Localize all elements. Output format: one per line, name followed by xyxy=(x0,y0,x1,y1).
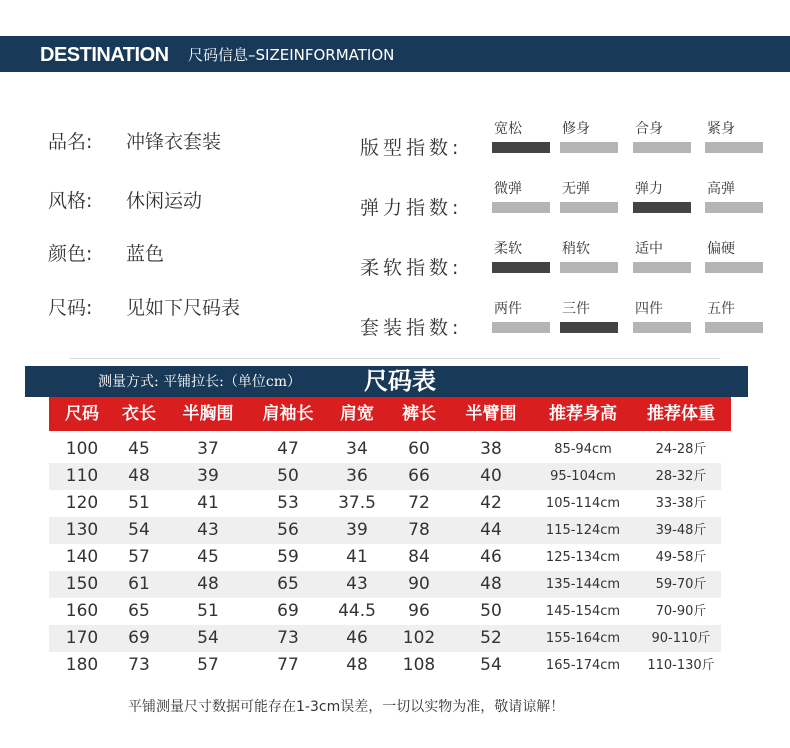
divider xyxy=(70,358,720,359)
index-bar xyxy=(705,262,763,273)
table-cell: 51 xyxy=(197,601,219,621)
index-option-label: 合身 xyxy=(635,121,663,137)
table-cell: 46 xyxy=(480,547,502,567)
index-option-label: 宽松 xyxy=(494,121,522,137)
index-option xyxy=(492,180,550,213)
table-cell: 50 xyxy=(277,466,299,486)
table-cell: 69 xyxy=(128,628,150,648)
table-header-cell: 半臂围 xyxy=(465,404,517,424)
table-header-cell: 推荐身高 xyxy=(549,404,617,424)
info-value: 蓝色 xyxy=(126,243,165,265)
info-value: 见如下尺码表 xyxy=(126,297,241,319)
index-option-label: 无弹 xyxy=(562,181,590,197)
index-option-label: 紧身 xyxy=(707,121,735,137)
table-cell: 125-134cm xyxy=(545,550,621,565)
table-cell: 37 xyxy=(197,439,219,459)
table-cell: 90-110斤 xyxy=(651,631,711,646)
table-cell: 34 xyxy=(346,439,368,459)
table-cell: 37.5 xyxy=(338,493,376,513)
table-cell: 44.5 xyxy=(338,601,376,621)
index-bar xyxy=(633,142,691,153)
table-header-cell: 推荐体重 xyxy=(647,404,715,424)
table-cell: 50 xyxy=(480,601,502,621)
table-cell: 105-114cm xyxy=(545,496,621,511)
table-cell: 43 xyxy=(346,574,368,594)
index-bar xyxy=(560,202,618,213)
table-cell: 61 xyxy=(128,574,150,594)
index-option-label: 稍软 xyxy=(562,241,590,257)
index-option xyxy=(560,240,618,273)
table-cell: 33-38斤 xyxy=(655,496,707,511)
table-cell: 51 xyxy=(128,493,150,513)
table-cell: 95-104cm xyxy=(550,469,616,484)
table-header-cell: 半胸围 xyxy=(182,404,234,424)
table-title: 尺码表 xyxy=(364,367,436,395)
table-cell: 42 xyxy=(480,493,502,513)
index-option-label: 偏硬 xyxy=(707,241,735,257)
table-cell: 85-94cm xyxy=(554,442,612,457)
table-cell: 180 xyxy=(65,655,99,675)
table-cell: 59 xyxy=(277,547,299,567)
table-cell: 38 xyxy=(480,439,502,459)
table-cell: 57 xyxy=(128,547,150,567)
table-cell: 53 xyxy=(277,493,299,513)
table-header-cell: 裤长 xyxy=(402,404,436,424)
index-option xyxy=(633,300,691,333)
index-option xyxy=(492,120,550,153)
index-option-label: 柔软 xyxy=(494,241,522,257)
index-option xyxy=(560,300,618,333)
index-option-label: 微弹 xyxy=(494,181,522,197)
table-cell: 47 xyxy=(277,439,299,459)
table-header-cell: 衣长 xyxy=(122,404,156,424)
table-header-cell: 肩宽 xyxy=(340,404,374,424)
table-cell: 48 xyxy=(197,574,219,594)
index-bar-selected xyxy=(492,262,550,273)
index-bar xyxy=(560,262,618,273)
table-cell: 165-174cm xyxy=(545,658,621,673)
index-option xyxy=(705,300,763,333)
table-cell: 54 xyxy=(197,628,219,648)
table-cell: 48 xyxy=(346,655,368,675)
info-label: 风格: xyxy=(48,190,93,212)
index-bar xyxy=(705,142,763,153)
table-cell: 60 xyxy=(408,439,430,459)
table-cell: 110-130斤 xyxy=(647,658,715,673)
index-option-label: 五件 xyxy=(707,301,735,317)
index-bar xyxy=(633,322,691,333)
table-cell: 170 xyxy=(65,628,99,648)
table-cell: 73 xyxy=(128,655,150,675)
measure-method: 测量方式: 平铺拉长:（单位cm） xyxy=(98,374,301,390)
table-cell: 130 xyxy=(65,520,99,540)
table-cell: 108 xyxy=(402,655,436,675)
table-cell: 48 xyxy=(128,466,150,486)
index-bar xyxy=(492,322,550,333)
table-cell: 65 xyxy=(128,601,150,621)
table-cell: 78 xyxy=(408,520,430,540)
info-label: 尺码: xyxy=(48,297,93,319)
table-cell: 72 xyxy=(408,493,430,513)
table-cell: 110 xyxy=(65,466,99,486)
table-cell: 41 xyxy=(346,547,368,567)
info-value: 休闲运动 xyxy=(126,190,203,212)
table-cell: 102 xyxy=(402,628,436,648)
index-option-label: 三件 xyxy=(562,301,590,317)
table-cell: 140 xyxy=(65,547,99,567)
table-cell: 39-48斤 xyxy=(655,523,707,538)
table-cell: 36 xyxy=(346,466,368,486)
table-cell: 46 xyxy=(346,628,368,648)
table-cell: 66 xyxy=(408,466,430,486)
table-header-cell: 肩袖长 xyxy=(262,404,314,424)
table-cell: 57 xyxy=(197,655,219,675)
table-cell: 39 xyxy=(197,466,219,486)
table-cell: 69 xyxy=(277,601,299,621)
index-label: 套装指数: xyxy=(360,317,463,339)
table-cell: 84 xyxy=(408,547,430,567)
table-cell: 54 xyxy=(128,520,150,540)
table-cell: 28-32斤 xyxy=(655,469,707,484)
table-cell: 44 xyxy=(480,520,502,540)
table-cell: 59-70斤 xyxy=(655,577,707,592)
table-cell: 56 xyxy=(277,520,299,540)
table-cell: 100 xyxy=(65,439,99,459)
index-option xyxy=(492,300,550,333)
index-option xyxy=(705,180,763,213)
index-bar-selected xyxy=(492,142,550,153)
info-product-name xyxy=(48,130,221,154)
table-cell: 155-164cm xyxy=(545,631,621,646)
info-size xyxy=(48,296,240,320)
index-option-label: 高弹 xyxy=(707,181,735,197)
table-cell: 49-58斤 xyxy=(655,550,707,565)
info-label: 颜色: xyxy=(48,243,93,265)
table-cell: 39 xyxy=(346,520,368,540)
table-cell: 48 xyxy=(480,574,502,594)
table-cell: 77 xyxy=(277,655,299,675)
table-header-cell: 尺码 xyxy=(65,404,99,424)
table-cell: 45 xyxy=(128,439,150,459)
index-option xyxy=(633,240,691,273)
footnote: 平铺测量尺寸数据可能存在1-3cm误差，一切以实物为准，敬请谅解！ xyxy=(128,699,565,715)
table-cell: 90 xyxy=(408,574,430,594)
index-bar-selected xyxy=(633,202,691,213)
index-option xyxy=(705,120,763,153)
table-cell: 115-124cm xyxy=(545,523,621,538)
index-label: 柔软指数: xyxy=(360,257,463,279)
index-option-label: 适中 xyxy=(635,241,663,257)
index-bar xyxy=(705,202,763,213)
table-cell: 120 xyxy=(65,493,99,513)
table-cell: 70-90斤 xyxy=(655,604,707,619)
table-cell: 43 xyxy=(197,520,219,540)
table-cell: 150 xyxy=(65,574,99,594)
table-cell: 65 xyxy=(277,574,299,594)
table-cell: 160 xyxy=(65,601,99,621)
index-label: 弹力指数: xyxy=(360,197,463,219)
table-cell: 135-144cm xyxy=(545,577,621,592)
index-bar-selected xyxy=(560,322,618,333)
index-option xyxy=(560,180,618,213)
table-cell: 145-154cm xyxy=(545,604,621,619)
table-cell: 96 xyxy=(408,601,430,621)
header-subtitle: 尺码信息–SIZEINFORMATION xyxy=(188,46,395,64)
info-style xyxy=(48,189,202,213)
index-option xyxy=(492,240,550,273)
index-option xyxy=(633,180,691,213)
table-cell: 24-28斤 xyxy=(655,442,707,457)
info-color xyxy=(48,242,164,266)
table-cell: 41 xyxy=(197,493,219,513)
index-option-label: 弹力 xyxy=(635,181,663,197)
index-option xyxy=(560,120,618,153)
index-option-label: 修身 xyxy=(562,121,590,137)
header-title: DESTINATION xyxy=(40,44,169,66)
index-bar xyxy=(705,322,763,333)
index-bar xyxy=(492,202,550,213)
info-value: 冲锋衣套装 xyxy=(126,131,222,153)
index-bar xyxy=(560,142,618,153)
index-option-label: 两件 xyxy=(494,301,522,317)
table-cell: 52 xyxy=(480,628,502,648)
table-cell: 40 xyxy=(480,466,502,486)
table-cell: 45 xyxy=(197,547,219,567)
info-label: 品名: xyxy=(48,131,93,153)
index-label: 版型指数: xyxy=(360,137,463,159)
index-option xyxy=(705,240,763,273)
index-bar xyxy=(633,262,691,273)
index-option-label: 四件 xyxy=(635,301,663,317)
table-cell: 73 xyxy=(277,628,299,648)
table-cell: 54 xyxy=(480,655,502,675)
index-option xyxy=(633,120,691,153)
